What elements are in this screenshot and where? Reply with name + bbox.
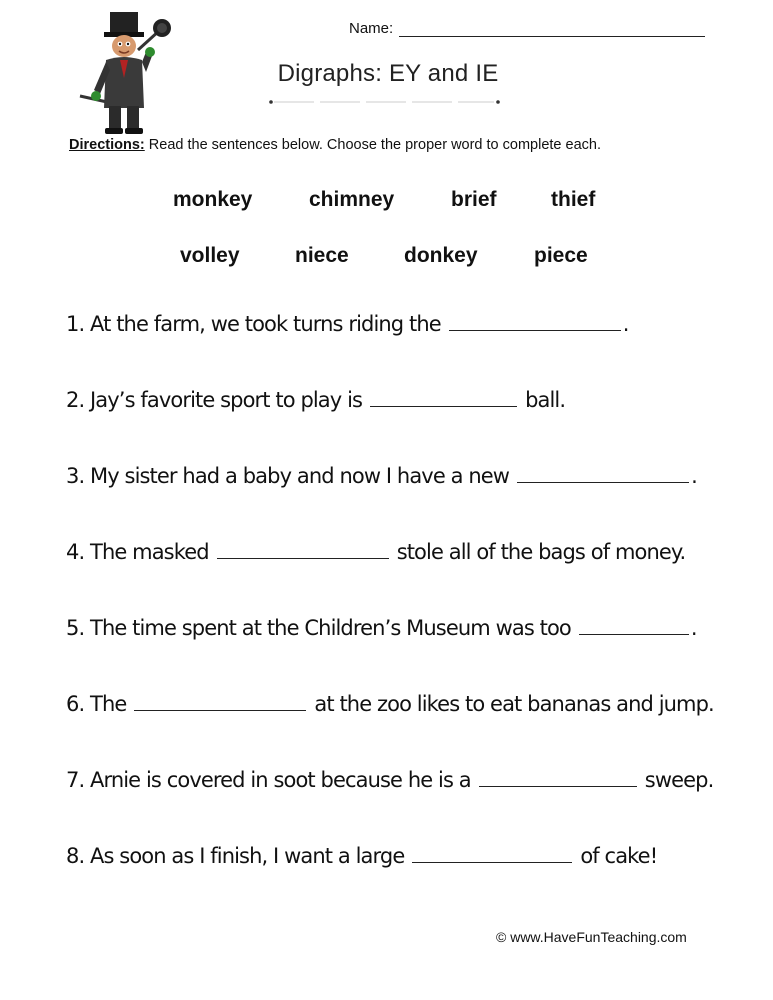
word-bank-item: thief bbox=[551, 188, 596, 211]
word-bank-item: piece bbox=[534, 244, 588, 267]
name-label: Name: bbox=[349, 20, 394, 37]
word-bank-item: donkey bbox=[404, 244, 478, 267]
sentence-1 bbox=[66, 310, 629, 336]
sentence-text: . bbox=[622, 312, 629, 336]
sentence-8 bbox=[66, 842, 657, 868]
sentence-text: 7. Arnie is covered in soot because he is a bbox=[66, 768, 471, 792]
sentence-7 bbox=[66, 766, 713, 792]
sentence-text: 2. Jay’s favorite sport to play is bbox=[66, 388, 363, 412]
word-bank-item: niece bbox=[295, 244, 349, 267]
answer-blank[interactable] bbox=[370, 386, 517, 407]
sentence-text: 4. The masked bbox=[66, 540, 209, 564]
word-bank-item: brief bbox=[451, 188, 497, 211]
sentence-text: 5. The time spent at the Children’s Museum was too bbox=[66, 616, 571, 640]
sentence-text: sweep. bbox=[644, 768, 714, 792]
word-bank-item: monkey bbox=[173, 188, 253, 211]
sentence-text: 1. At the farm, we took turns riding the bbox=[66, 312, 441, 336]
answer-blank[interactable] bbox=[449, 310, 621, 331]
sentence-text: . bbox=[690, 616, 697, 640]
directions bbox=[69, 137, 601, 153]
answer-blank[interactable] bbox=[579, 614, 689, 635]
sentence-text: 8. As soon as I finish, I want a large bbox=[66, 844, 405, 868]
title-decoration bbox=[268, 96, 500, 106]
sentence-text: 3. My sister had a baby and now I have a new bbox=[66, 464, 510, 488]
sentence-6 bbox=[66, 690, 714, 716]
word-bank-item: volley bbox=[180, 244, 240, 267]
sentence-text: . bbox=[691, 464, 697, 488]
answer-blank[interactable] bbox=[134, 690, 306, 711]
answer-blank[interactable] bbox=[412, 842, 572, 863]
word-bank-item: chimney bbox=[309, 188, 395, 211]
sentence-2 bbox=[66, 386, 565, 412]
sentence-text: 6. The bbox=[66, 692, 127, 716]
page-title: Digraphs: EY and IE bbox=[277, 60, 499, 87]
sentence-text: of cake! bbox=[580, 844, 658, 868]
answer-blank[interactable] bbox=[217, 538, 389, 559]
name-line[interactable] bbox=[399, 21, 705, 37]
copyright-footer: © www.HaveFunTeaching.com bbox=[496, 929, 687, 945]
sentence-text: stole all of the bags of money. bbox=[396, 540, 686, 564]
sentence-5 bbox=[66, 614, 697, 640]
answer-blank[interactable] bbox=[517, 462, 689, 483]
sentence-text: at the zoo likes to eat bananas and jump. bbox=[314, 692, 714, 716]
sentence-3 bbox=[66, 462, 697, 488]
directions-label: Directions: bbox=[69, 137, 145, 153]
directions-text: Read the sentences below. Choose the proper word to complete each. bbox=[144, 137, 601, 153]
answer-blank[interactable] bbox=[479, 766, 637, 787]
sentence-4 bbox=[66, 538, 685, 564]
name-field bbox=[349, 20, 705, 37]
sentence-text: ball. bbox=[525, 388, 566, 412]
